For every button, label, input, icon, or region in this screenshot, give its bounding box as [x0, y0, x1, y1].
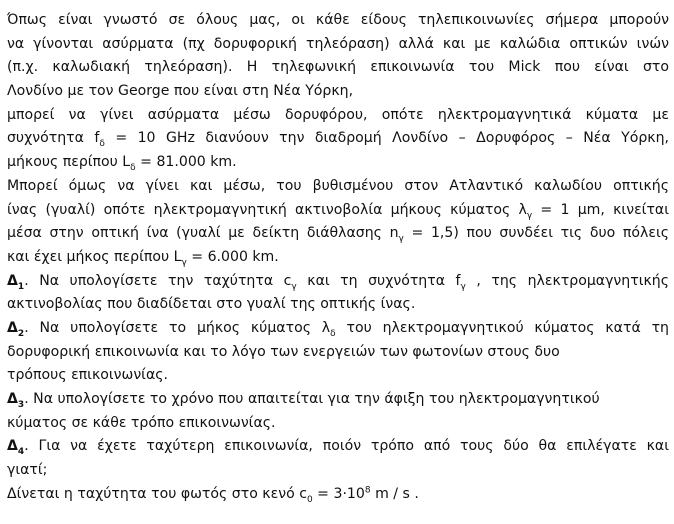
text-run: και έχει μήκος περίπου L [7, 248, 182, 265]
question-d3-line-2: κύματος σε κάθε τρόπο επικοινωνίας. [7, 414, 276, 431]
text-run: = 81.000 km. [135, 154, 237, 171]
text-line-11 [7, 246, 669, 270]
text-run: . Να υπολογίσετε το χρόνο που απαιτείται για την άφιξη του ηλεκτρομαγνητικού [24, 391, 600, 407]
text-run: , της ηλεκτρομαγνητικής [465, 272, 670, 289]
text-line-1: Όπως είναι γνωστό σε όλους μας, οι κάθε είδους τηλεπικοινωνίες σήμερα μπορούν [7, 12, 669, 28]
question-label [7, 272, 25, 292]
subscript: δ [99, 139, 105, 150]
text-run: = 10 GHz διανύουν την διαδρομή Λονδίνο – Δορυφόρος – Νέα Υόρκη, [104, 130, 670, 147]
text-run: συχνότητα f [7, 130, 100, 147]
question-d2-line-3: τρόπους επικοινωνίας. [7, 367, 168, 384]
question-number: 1 [17, 281, 25, 292]
question-number: 3 [17, 399, 25, 410]
question-d4-line-1 [7, 435, 669, 459]
text-run: και τη συχνότητα f [296, 272, 461, 289]
question-d3-line-1 [7, 388, 669, 412]
question-number: 2 [17, 328, 25, 339]
text-line-8: Μπορεί όμως να γίνει και μέσω, του βυθισμένου στον Ατλαντικό καλωδίου οπτικής [7, 177, 669, 194]
text-line-3: (π.χ. καλωδιακή τηλεόραση). Η τηλεφωνική επικοινωνία του Mick που είναι στο [7, 59, 669, 76]
text-run: m / s . [370, 485, 419, 502]
text-run: του ηλεκτρομαγνητικού κύματος κατά τη [335, 319, 669, 336]
text-run: . Να υπολογίσετε το μήκος κύματος λ [24, 319, 331, 336]
question-number: 4 [17, 447, 25, 458]
text-line-6 [7, 127, 669, 151]
question-label [7, 438, 25, 458]
subscript: 0 [306, 494, 313, 505]
subscript: δ [130, 162, 136, 173]
text-run: = 6.000 km. [186, 248, 279, 265]
text-line-4: Λονδίνο με τον George που είναι στη Νέα Υόρκη, [7, 83, 354, 100]
question-letter: Δ [7, 438, 18, 455]
text-run: μέσα στην οπτική ίνα (γυαλί με δείκτη διάθλασης n [7, 225, 399, 242]
subscript: γ [291, 281, 297, 292]
text-run: . Για να έχετε ταχύτερη επικοινωνία, ποιόν τρόπο από τους δύο θα επιλέγατε και [24, 438, 669, 455]
subscript: γ [460, 281, 466, 292]
question-letter: Δ [7, 319, 18, 336]
superscript: 8 [364, 485, 371, 496]
question-letter: Δ [7, 391, 18, 407]
subscript: δ [330, 328, 336, 339]
text-run: μήκους περίπου L [7, 154, 131, 171]
question-label [7, 319, 25, 339]
question-letter: Δ [7, 272, 18, 289]
question-d1-line-1 [7, 270, 669, 294]
question-d2-line-1 [7, 317, 669, 341]
text-line-9 [7, 199, 669, 223]
question-d2-line-2: δορυφορική επικοινωνία και το λόγο των ενεργειών των φωτονίων στους δυο [7, 343, 560, 360]
text-run: = 1,5) που συνδέει τις δυο πόλεις [403, 225, 669, 242]
question-d4-line-2: γιατί; [7, 462, 48, 479]
text-line-10 [7, 222, 669, 246]
question-d1-line-2: ακτινοβολίας που διαδίδεται στο γυαλί της οπτικής ίνας. [7, 296, 416, 313]
given-constant-line [7, 483, 669, 507]
subscript: γ [526, 210, 533, 221]
subscript: γ [398, 234, 404, 244]
subscript: γ [181, 257, 187, 268]
text-run: ίνας (γυαλί) οπότε ηλεκτρομαγνητική ακτινοβολία μήκους κύματος λ [7, 201, 527, 218]
text-run: = 1 μm, κινείται [532, 201, 669, 218]
document-body [7, 9, 669, 506]
question-label [7, 391, 25, 410]
text-run: = 3·10 [312, 485, 365, 502]
text-run: . Να υπολογίσετε την ταχύτητα c [24, 272, 292, 289]
text-line-5: μπορεί να γίνει ασύρματα μέσω δορυφόρου, οπότε ηλεκτρομαγνητικά κύματα με [7, 106, 669, 123]
text-line-2: να γίνονται ασύρματα (πχ δορυφορική τηλεόραση) αλλά και με καλώδια οπτικών ινών [7, 35, 669, 52]
text-run: Δίνεται η ταχύτητα του φωτός στο κενό c [7, 485, 307, 502]
text-line-7 [7, 151, 669, 175]
